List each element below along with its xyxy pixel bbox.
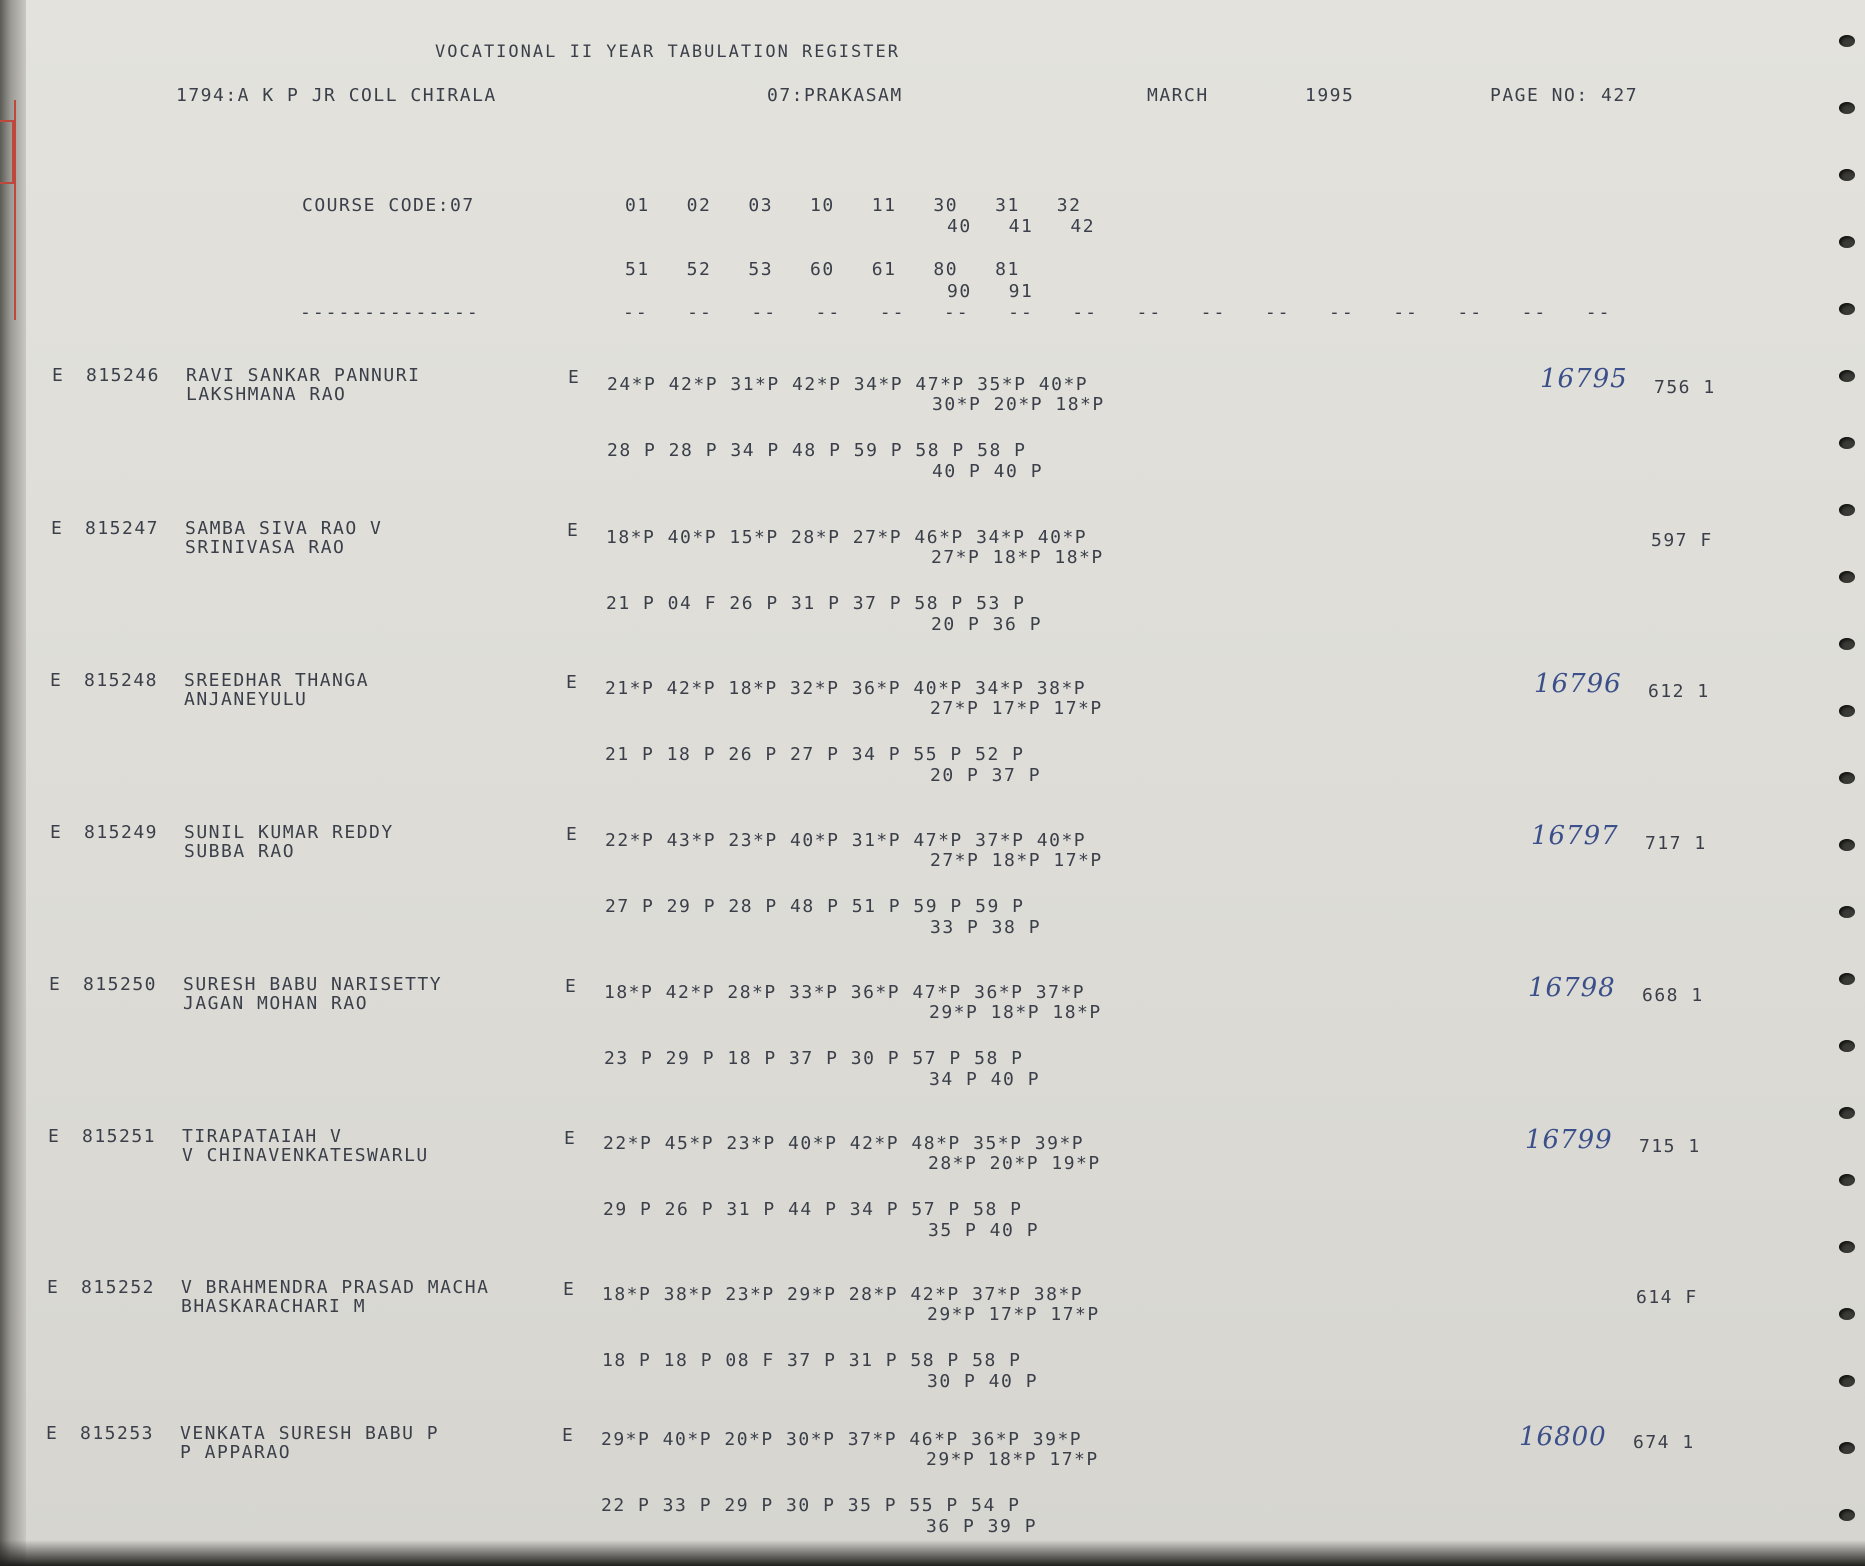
margin-tab bbox=[0, 120, 14, 184]
sprocket-hole bbox=[1839, 169, 1855, 181]
second-year-marks-extra: 36 P 39 P bbox=[926, 1516, 1038, 1537]
second-year-marks: 27 P 29 P 28 P 48 P 51 P 59 P 59 P bbox=[605, 896, 1025, 917]
student-name: SURESH BABU NARISETTY bbox=[183, 974, 443, 995]
sprocket-hole bbox=[1839, 303, 1855, 315]
total-result: 715 1 bbox=[1639, 1136, 1701, 1157]
second-year-marks-extra: 30 P 40 P bbox=[927, 1371, 1039, 1392]
student-name: VENKATA SURESH BABU P bbox=[180, 1423, 440, 1444]
hall-ticket-number: 815246 bbox=[86, 365, 161, 386]
handwritten-serial: 16799 bbox=[1525, 1125, 1613, 1155]
first-year-marks-extra: 29*P 17*P 17*P bbox=[927, 1304, 1100, 1325]
first-year-marks: 29*P 40*P 20*P 30*P 37*P 46*P 36*P 39*P bbox=[601, 1429, 1083, 1450]
sprocket-hole bbox=[1839, 772, 1855, 784]
father-name: SRINIVASA RAO bbox=[185, 537, 346, 558]
father-name: P APPARAO bbox=[180, 1442, 292, 1463]
second-year-marks-extra: 33 P 38 P bbox=[930, 917, 1042, 938]
second-year-marks: 28 P 28 P 34 P 48 P 59 P 58 P 58 P bbox=[607, 440, 1027, 461]
first-year-marks-extra: 30*P 20*P 18*P bbox=[932, 394, 1105, 415]
record-flag: E bbox=[50, 670, 63, 691]
medium-code: E bbox=[567, 520, 580, 541]
record-flag: E bbox=[51, 518, 64, 539]
student-name: SREEDHAR THANGA bbox=[184, 670, 370, 691]
sprocket-hole bbox=[1839, 236, 1855, 248]
page-number: PAGE NO: 427 bbox=[1490, 85, 1639, 106]
margin-line bbox=[14, 100, 16, 320]
second-year-marks-extra: 40 P 40 P bbox=[932, 461, 1044, 482]
subject-codes-row-3: 51 52 53 60 61 80 81 bbox=[625, 259, 1020, 280]
hall-ticket-number: 815248 bbox=[84, 670, 159, 691]
second-year-marks-extra: 34 P 40 P bbox=[929, 1069, 1041, 1090]
first-year-marks-extra: 29*P 18*P 17*P bbox=[926, 1449, 1099, 1470]
first-year-marks-extra: 28*P 20*P 19*P bbox=[928, 1153, 1101, 1174]
second-year-marks: 21 P 04 F 26 P 31 P 37 P 58 P 53 P bbox=[606, 593, 1026, 614]
record-flag: E bbox=[47, 1277, 60, 1298]
sprocket-hole bbox=[1839, 638, 1855, 650]
first-year-marks: 18*P 42*P 28*P 33*P 36*P 47*P 36*P 37*P bbox=[604, 982, 1086, 1003]
total-result: 717 1 bbox=[1645, 833, 1707, 854]
sprocket-hole bbox=[1839, 35, 1855, 47]
first-year-marks-extra: 27*P 18*P 17*P bbox=[930, 850, 1103, 871]
medium-code: E bbox=[565, 976, 578, 997]
record-flag: E bbox=[46, 1423, 59, 1444]
exam-year: 1995 bbox=[1305, 85, 1355, 106]
first-year-marks-extra: 27*P 17*P 17*P bbox=[930, 698, 1103, 719]
handwritten-serial: 16797 bbox=[1531, 821, 1619, 851]
first-year-marks: 24*P 42*P 31*P 42*P 34*P 47*P 35*P 40*P bbox=[607, 374, 1089, 395]
header-rule: -- -- -- -- -- -- -- -- -- -- -- -- -- -- -- -- bbox=[623, 302, 1612, 323]
first-year-marks: 18*P 40*P 15*P 28*P 27*P 46*P 34*P 40*P bbox=[606, 527, 1088, 548]
header-rule-left: -------------- bbox=[300, 302, 480, 323]
father-name: SUBBA RAO bbox=[184, 841, 296, 862]
handwritten-serial: 16796 bbox=[1534, 669, 1622, 699]
first-year-marks-extra: 29*P 18*P 18*P bbox=[929, 1002, 1102, 1023]
record-flag: E bbox=[48, 1126, 61, 1147]
hall-ticket-number: 815249 bbox=[84, 822, 159, 843]
register-title: VOCATIONAL II YEAR TABULATION REGISTER bbox=[435, 42, 900, 62]
subject-codes-row-1: 01 02 03 10 11 30 31 32 bbox=[625, 195, 1082, 216]
sprocket-hole bbox=[1839, 906, 1855, 918]
first-year-marks-extra: 27*P 18*P 18*P bbox=[931, 547, 1104, 568]
handwritten-serial: 16798 bbox=[1528, 973, 1616, 1003]
student-name: SAMBA SIVA RAO V bbox=[185, 518, 383, 539]
total-result: 668 1 bbox=[1642, 985, 1704, 1006]
sprocket-hole bbox=[1839, 102, 1855, 114]
father-name: JAGAN MOHAN RAO bbox=[183, 993, 369, 1014]
sprocket-hole bbox=[1839, 504, 1855, 516]
sprocket-hole bbox=[1839, 1040, 1855, 1052]
second-year-marks: 22 P 33 P 29 P 30 P 35 P 55 P 54 P bbox=[601, 1495, 1021, 1516]
subject-codes-row-2: 40 41 42 bbox=[947, 216, 1096, 237]
second-year-marks: 18 P 18 P 08 F 37 P 31 P 58 P 58 P bbox=[602, 1350, 1022, 1371]
record-flag: E bbox=[52, 365, 65, 386]
second-year-marks: 23 P 29 P 18 P 37 P 30 P 57 P 58 P bbox=[604, 1048, 1024, 1069]
hall-ticket-number: 815252 bbox=[81, 1277, 156, 1298]
medium-code: E bbox=[566, 672, 579, 693]
book-binding bbox=[0, 0, 26, 1566]
hall-ticket-number: 815250 bbox=[83, 974, 158, 995]
exam-month: MARCH bbox=[1147, 85, 1209, 106]
subject-codes-row-4: 90 91 bbox=[947, 281, 1034, 302]
total-result: 597 F bbox=[1651, 530, 1713, 551]
sprocket-hole bbox=[1839, 1308, 1855, 1320]
second-year-marks-extra: 35 P 40 P bbox=[928, 1220, 1040, 1241]
hall-ticket-number: 815253 bbox=[80, 1423, 155, 1444]
sprocket-hole bbox=[1839, 1375, 1855, 1387]
father-name: LAKSHMANA RAO bbox=[186, 384, 347, 405]
second-year-marks-extra: 20 P 37 P bbox=[930, 765, 1042, 786]
father-name: BHASKARACHARI M bbox=[181, 1296, 367, 1317]
record-flag: E bbox=[49, 974, 62, 995]
handwritten-serial: 16795 bbox=[1540, 364, 1628, 394]
sprocket-hole bbox=[1839, 839, 1855, 851]
sprocket-hole bbox=[1839, 1107, 1855, 1119]
father-name: ANJANEYULU bbox=[184, 689, 308, 710]
total-result: 612 1 bbox=[1648, 681, 1710, 702]
sprocket-hole bbox=[1839, 1241, 1855, 1253]
sprocket-hole bbox=[1839, 571, 1855, 583]
total-result: 614 F bbox=[1636, 1287, 1698, 1308]
total-result: 756 1 bbox=[1654, 377, 1716, 398]
district-name: 07:PRAKASAM bbox=[767, 85, 903, 106]
medium-code: E bbox=[562, 1425, 575, 1446]
father-name: V CHINAVENKATESWARLU bbox=[182, 1145, 429, 1166]
sprocket-holes bbox=[1805, 0, 1865, 1566]
sprocket-hole bbox=[1839, 370, 1855, 382]
sprocket-hole bbox=[1839, 1442, 1855, 1454]
total-result: 674 1 bbox=[1633, 1432, 1695, 1453]
sprocket-hole bbox=[1839, 705, 1855, 717]
student-name: SUNIL KUMAR REDDY bbox=[184, 822, 394, 843]
medium-code: E bbox=[566, 824, 579, 845]
sprocket-hole bbox=[1839, 973, 1855, 985]
medium-code: E bbox=[564, 1128, 577, 1149]
first-year-marks: 22*P 43*P 23*P 40*P 31*P 47*P 37*P 40*P bbox=[605, 830, 1087, 851]
student-name: RAVI SANKAR PANNURI bbox=[186, 365, 421, 386]
second-year-marks: 29 P 26 P 31 P 44 P 34 P 57 P 58 P bbox=[603, 1199, 1023, 1220]
first-year-marks: 18*P 38*P 23*P 29*P 28*P 42*P 37*P 38*P bbox=[602, 1284, 1084, 1305]
medium-code: E bbox=[563, 1279, 576, 1300]
student-name: V BRAHMENDRA PRASAD MACHA bbox=[181, 1277, 490, 1298]
first-year-marks: 22*P 45*P 23*P 40*P 42*P 48*P 35*P 39*P bbox=[603, 1133, 1085, 1154]
student-name: TIRAPATAIAH V bbox=[182, 1126, 343, 1147]
sprocket-hole bbox=[1839, 1509, 1855, 1521]
record-flag: E bbox=[50, 822, 63, 843]
college-name: 1794:A K P JR COLL CHIRALA bbox=[176, 85, 497, 106]
handwritten-serial: 16800 bbox=[1519, 1422, 1607, 1452]
second-year-marks: 21 P 18 P 26 P 27 P 34 P 55 P 52 P bbox=[605, 744, 1025, 765]
first-year-marks: 21*P 42*P 18*P 32*P 36*P 40*P 34*P 38*P bbox=[605, 678, 1087, 699]
hall-ticket-number: 815247 bbox=[85, 518, 160, 539]
sprocket-hole bbox=[1839, 1174, 1855, 1186]
course-code: COURSE CODE:07 bbox=[302, 195, 475, 216]
medium-code: E bbox=[568, 367, 581, 388]
second-year-marks-extra: 20 P 36 P bbox=[931, 614, 1043, 635]
sprocket-hole bbox=[1839, 437, 1855, 449]
page-bottom-edge bbox=[0, 1540, 1865, 1566]
hall-ticket-number: 815251 bbox=[82, 1126, 157, 1147]
